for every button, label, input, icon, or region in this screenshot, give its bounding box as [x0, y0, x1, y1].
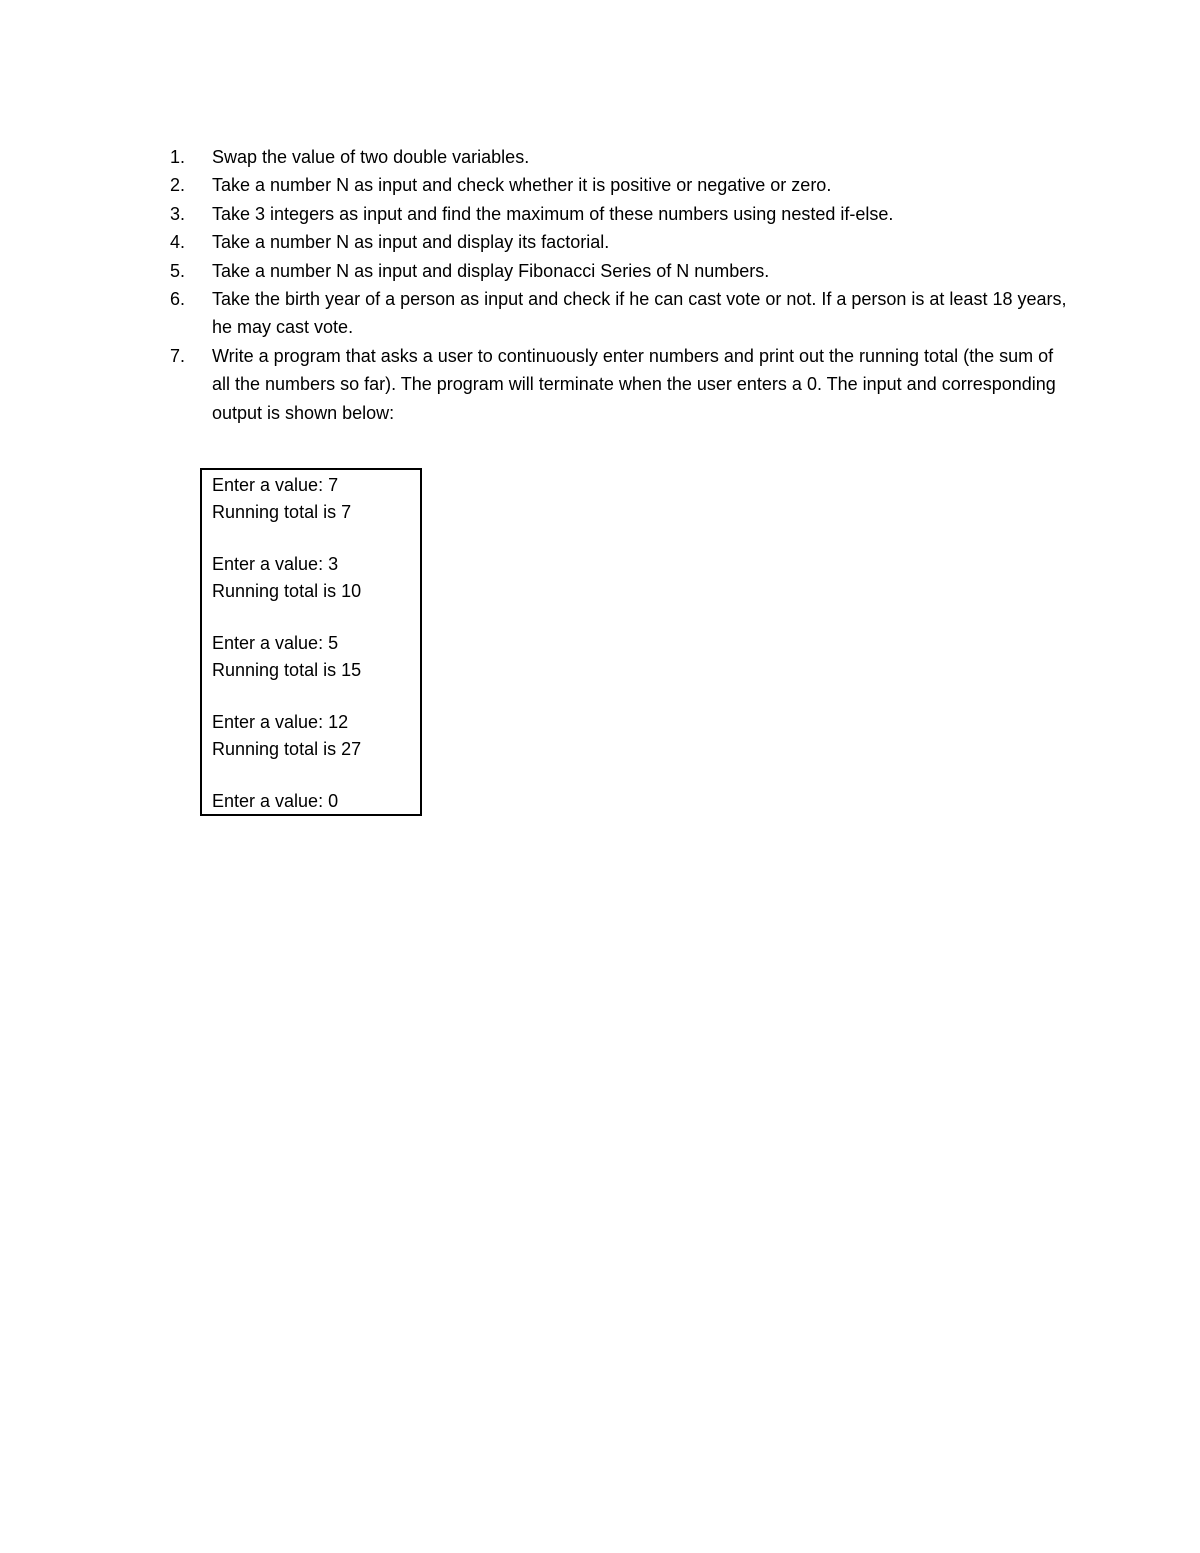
task-number: 7.: [170, 345, 186, 366]
io-line-total: Running total is 7: [212, 501, 352, 522]
task-text: Swap the value of two double variables.: [212, 147, 530, 167]
example-io-lines: [212, 472, 416, 815]
task-list: [170, 143, 1070, 427]
task-number: 5.: [170, 260, 186, 281]
task-item-3: [170, 200, 1070, 228]
io-line-prompt: Enter a value: 3: [212, 554, 339, 574]
task-item-5: [170, 257, 1070, 285]
task-item-4: [170, 228, 1070, 256]
io-line-prompt: Enter a value: 0: [212, 791, 339, 811]
example-io-box: [200, 468, 422, 816]
task-text: Take a number N as input and check whether it is positive or negative or zero.: [212, 175, 832, 196]
task-number: 1.: [170, 147, 186, 167]
task-item-2: [170, 171, 1070, 199]
task-text: Take a number N as input and display Fibonacci Series of N numbers.: [212, 260, 770, 281]
io-line-total: Running total is 27: [212, 738, 362, 759]
task-text: Write a program that asks a user to continuously enter numbers and print out the running total (the sum of all the numbers so far). The program will terminate when the user enters a 0. The input and corresponding output is shown below:: [212, 345, 1056, 423]
task-number: 6.: [170, 289, 186, 310]
io-line-prompt: Enter a value: 12: [212, 712, 349, 732]
task-item-7: [170, 342, 1070, 427]
io-line-total: Running total is 15: [212, 659, 362, 680]
task-item-1: [170, 143, 1070, 171]
task-number: 4.: [170, 232, 186, 253]
task-text: Take 3 integers as input and find the maximum of these numbers using nested if-else.: [212, 203, 894, 224]
io-line-prompt: Enter a value: 5: [212, 633, 339, 653]
task-number: 3.: [170, 203, 186, 224]
io-line-prompt: Enter a value: 7: [212, 475, 339, 495]
task-item-6: [170, 285, 1070, 342]
task-text: Take a number N as input and display its factorial.: [212, 232, 610, 253]
task-text: Take the birth year of a person as input and check if he can cast vote or not. If a person is at least 18 years, he may cast vote.: [212, 289, 1067, 338]
task-number: 2.: [170, 175, 186, 196]
io-line-total: Running total is 10: [212, 580, 362, 601]
